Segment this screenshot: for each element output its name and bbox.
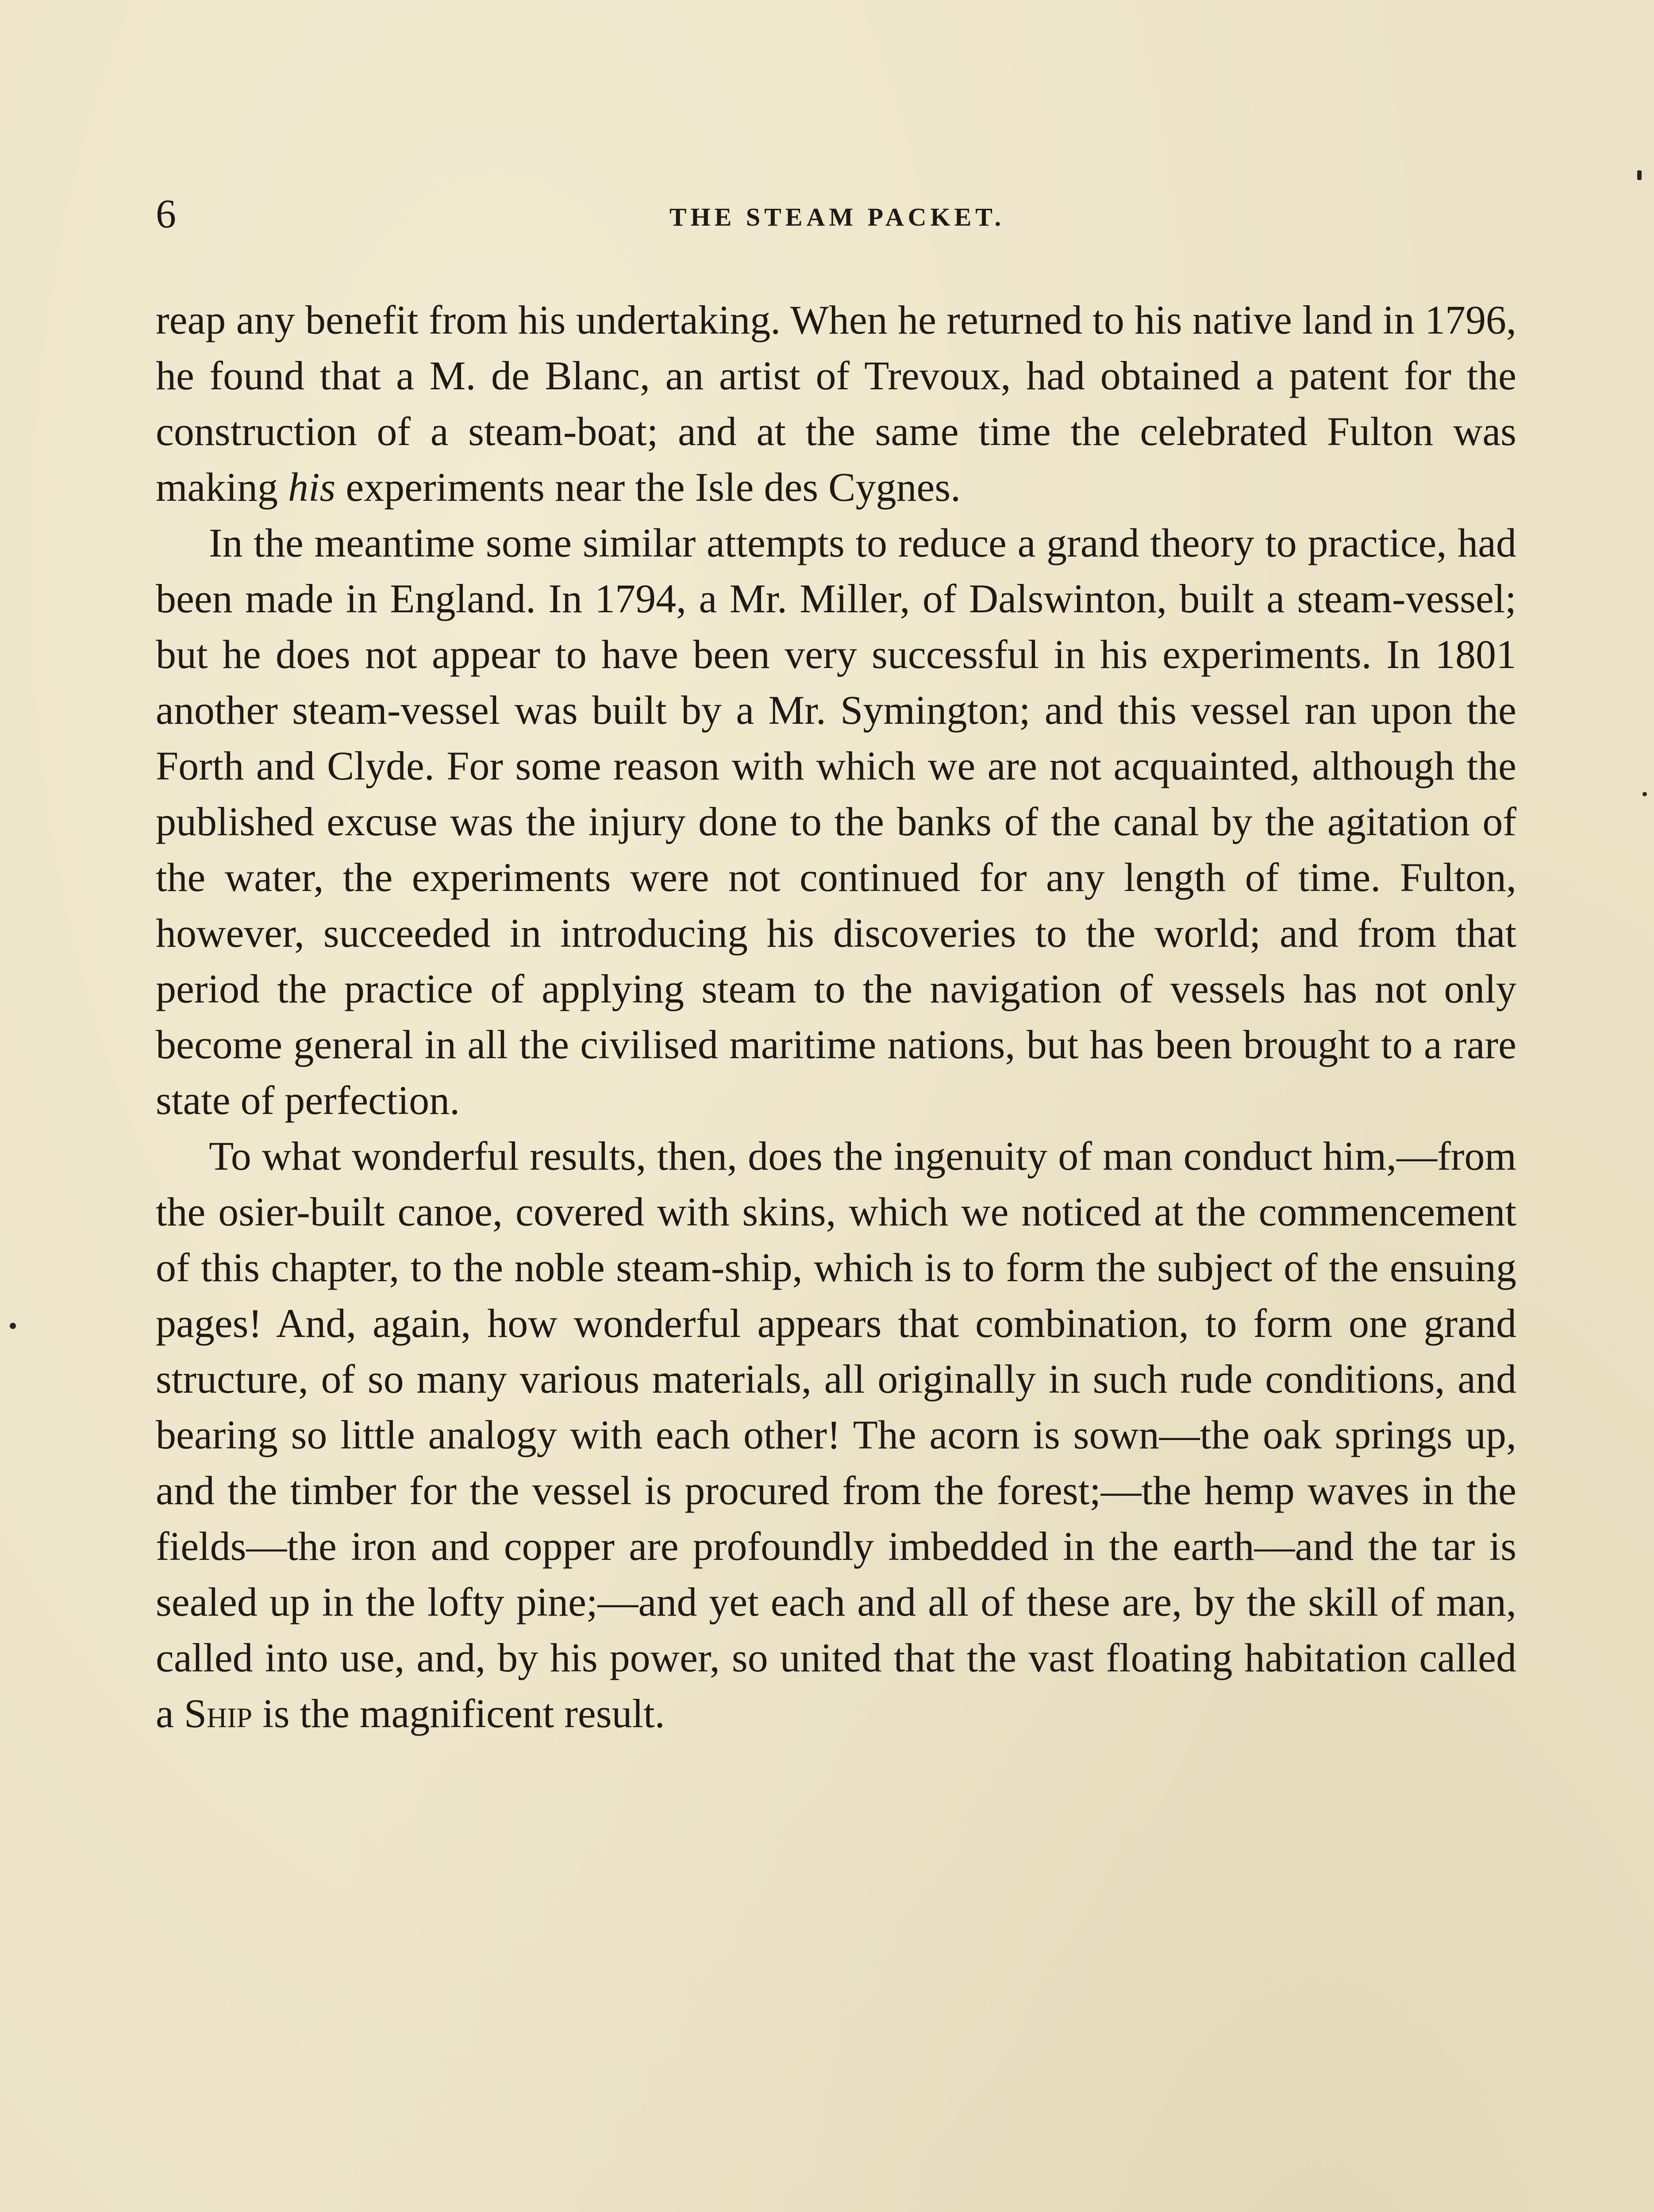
paragraph-3-text-before: To what wonderful results, then, does the ingenuity of man conduct him,—from the osier-built canoe, covered with skins, which we noticed at the commencement of this chapter, to the noble steam-ship, which is to form the subject of the ensuing pages! And, again, how wonderful appears that combination, to form one grand structure, of so many various materials, all originally in such rude conditions, and bearing so little analogy with each other! The acorn is sown—the oak springs up, and the timber for the vessel is procured from the forest;—the hemp waves in the fields—the iron and copper are profoundly imbedded in the earth—and the tar is sealed up in the lofty pine;—and yet each and all of these are, by the skill of man, called into use, and, by his power, so united that the vast floating habitation called a	[156, 1133, 1516, 1736]
small-caps-ship: Ship	[184, 1691, 253, 1736]
paragraph-1-text-after: experiments near the Isle des Cygnes.	[335, 465, 961, 510]
paragraph-1-text-before: reap any benefit from his undertaking. When he returned to his native land in 1796, he found that a M. de Blanc, an artist of Trevoux, had obtained a patent for the construction of a steam-boat; and at the same time the celebrated Fulton was making	[156, 297, 1516, 510]
ink-speck	[1642, 792, 1647, 796]
paragraph-3-text-after: is the magnificent result.	[252, 1691, 665, 1736]
paragraph-2: In the meantime some similar attempts to reduce a grand theory to practice, had been made in England. In 1794, a Mr. Miller, of Dalswinton, built a steam-vessel; but he does not appear to have been very successful in his experiments. In 1801 another steam-vessel was built by a Mr. Symington; and this vessel ran upon the Forth and Clyde. For some reason with which we are not acquainted, although the published excuse was the injury done to the banks of the canal by the agitation of the water, the experiments were not continued for any length of time. Fulton, however, succeeded in introducing his discoveries to the world; and from that period the practice of applying steam to the navigation of vessels has not only become general in all the civilised maritime nations, but has been brought to a rare state of perfection.	[156, 520, 1516, 1123]
body-text	[156, 292, 1516, 1741]
ink-speck	[10, 1323, 16, 1329]
running-head	[156, 185, 1519, 242]
emphasis-his: his	[288, 465, 336, 510]
running-title: THE STEAM PACKET.	[669, 203, 1005, 231]
page-number: 6	[156, 191, 176, 236]
ink-speck	[1637, 170, 1642, 180]
paragraph-1	[156, 292, 1516, 515]
paragraph-3	[156, 1128, 1516, 1741]
